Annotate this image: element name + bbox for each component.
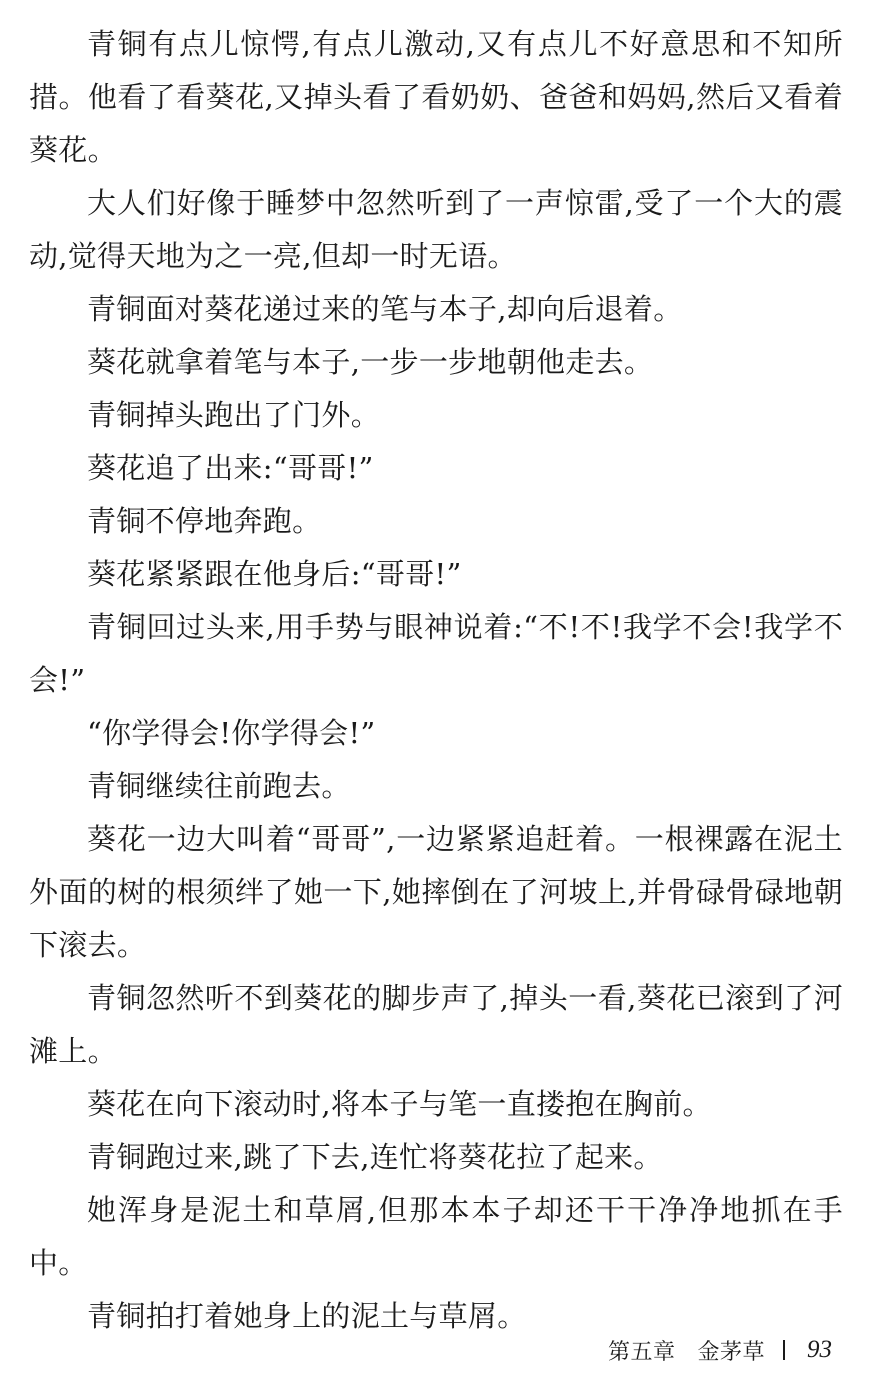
paragraph: “你学得会!你学得会!”: [87, 716, 376, 750]
paragraph: 葵花追了出来:“哥哥!”: [87, 451, 374, 485]
paragraph: 青铜掉头跑出了门外。: [87, 398, 381, 432]
paragraph: 青铜继续往前跑去。: [87, 769, 351, 803]
paragraph: 青铜跑过来,跳了下去,连忙将葵花拉了起来。: [87, 1140, 663, 1174]
paragraph: 青铜忽然听不到葵花的脚步声了,掉头一看,葵花已滚到了河滩上。: [29, 981, 843, 1068]
footer-divider: [783, 1340, 785, 1360]
paragraph: 青铜回过头来,用手势与眼神说着:“不!不!我学不会!我学不会!”: [29, 610, 843, 697]
paragraph: 她浑身是泥土和草屑,但那本本子却还干干净净地抓在手中。: [29, 1193, 843, 1280]
paragraph: 青铜面对葵花递过来的笔与本子,却向后退着。: [87, 292, 683, 326]
paragraph: 青铜有点儿惊愕,有点儿激动,又有点儿不好意思和不知所措。他看了看葵花,又掉头看了看奶奶、爸爸和妈妈,然后又看着葵花。: [29, 27, 843, 167]
page-number: 93: [807, 1336, 832, 1363]
paragraph: 青铜拍打着她身上的泥土与草屑。: [87, 1299, 527, 1333]
paragraph: 葵花就拿着笔与本子,一步一步地朝他走去。: [87, 345, 654, 379]
paragraph: 葵花紧紧跟在他身后:“哥哥!”: [87, 557, 462, 591]
page-body: [29, 18, 843, 1343]
page-footer: [608, 1330, 832, 1370]
paragraph: 葵花一边大叫着“哥哥”,一边紧紧追赶着。一根裸露在泥土外面的树的根须绊了她一下,她摔倒在了河坡上,并骨碌骨碌地朝下滚去。: [29, 822, 843, 962]
paragraph: 葵花在向下滚动时,将本子与笔一直搂抱在胸前。: [87, 1087, 712, 1121]
chapter-label: 第五章: [607, 1339, 676, 1365]
chapter-title: 金茅草: [697, 1339, 765, 1365]
paragraph: 大人们好像于睡梦中忽然听到了一声惊雷,受了一个大的震动,觉得天地为之一亮,但却一时无语。: [29, 186, 843, 273]
paragraph: 青铜不停地奔跑。: [87, 504, 322, 538]
